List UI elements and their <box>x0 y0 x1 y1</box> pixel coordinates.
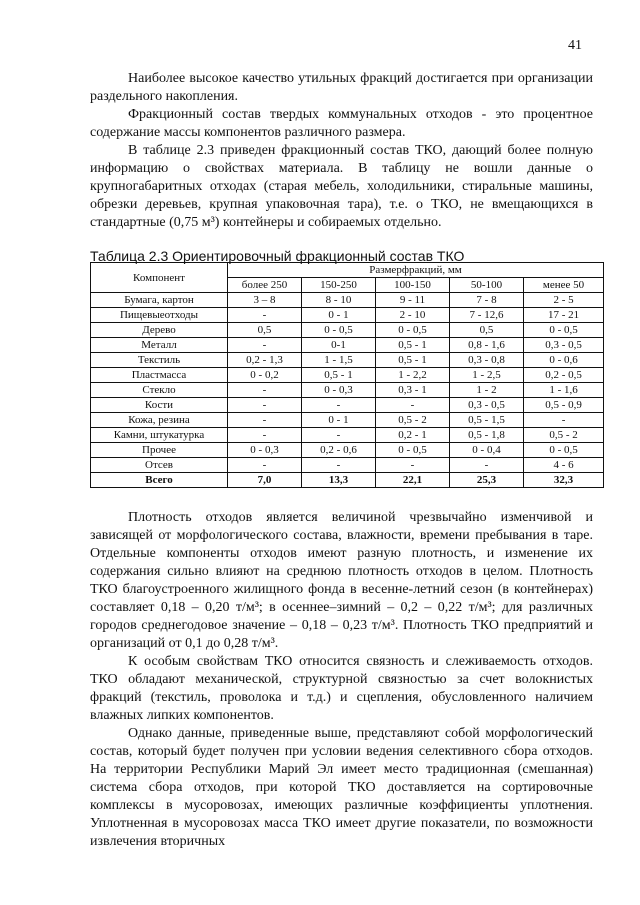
table-row <box>91 323 604 338</box>
value-cell: - <box>524 413 604 428</box>
value-cell: 7 - 12,6 <box>450 308 524 323</box>
value-cell: 25,3 <box>450 473 524 488</box>
value-cell: 8 - 10 <box>302 293 376 308</box>
top-text-block <box>90 70 593 232</box>
value-cell: 3 – 8 <box>228 293 302 308</box>
value-cell: 4 - 6 <box>524 458 604 473</box>
value-cell: 32,3 <box>524 473 604 488</box>
value-cell: 0,5 - 1 <box>376 353 450 368</box>
value-cell: 13,3 <box>302 473 376 488</box>
value-cell: 1 - 2,2 <box>376 368 450 383</box>
header-fraction-size: Размерфракций, мм <box>228 263 604 278</box>
header-col: 150-250 <box>302 278 376 293</box>
value-cell: 0,5 - 0,9 <box>524 398 604 413</box>
value-cell: - <box>228 413 302 428</box>
value-cell: 7,0 <box>228 473 302 488</box>
table-row <box>91 293 604 308</box>
table-row <box>91 428 604 443</box>
component-name-cell: Отсев <box>91 458 228 473</box>
header-col: менее 50 <box>524 278 604 293</box>
value-cell: 0,3 - 0,5 <box>524 338 604 353</box>
table-row <box>91 443 604 458</box>
header-col: более 250 <box>228 278 302 293</box>
fraction-table <box>90 262 603 488</box>
value-cell: 0,5 - 1,8 <box>450 428 524 443</box>
value-cell: - <box>228 338 302 353</box>
value-cell: 0,5 <box>228 323 302 338</box>
component-name-cell: Дерево <box>91 323 228 338</box>
value-cell: 2 - 10 <box>376 308 450 323</box>
table-row <box>91 338 604 353</box>
paragraph: Плотность отходов является величиной чрезвычайно изменчивой и зависящей от морфологического состава, влажности, времени пребывания в таре. Отдельные компоненты отходов имеют разную плотность, и изменение их содержания сильно влияют на среднюю плотность отходов в целом. Плотность ТКО благоустроенного жилищного фонда в весенне-летний сезон (в контейнерах) составляет 0,18 – 0,20 т/м³; в осеннее–зимний – 0,2 – 0,22 т/м³; для различных городов среднегодовое значение – 0,18 – 0,23 т/м³. Плотность ТКО предприятий и организаций от 0,1 до 0,28 т/м³. <box>90 510 593 651</box>
value-cell: 1 - 2,5 <box>450 368 524 383</box>
value-cell: - <box>302 398 376 413</box>
value-cell: 22,1 <box>376 473 450 488</box>
value-cell: 0,5 - 1 <box>376 338 450 353</box>
component-name-cell: Кости <box>91 398 228 413</box>
paragraph: Однако данные, приведенные выше, представляют собой морфологический состав, который будет получен при условии ведения селективного сбора отходов. На территории Республики Марий Эл имеет место традиционная (смешанная) система сбора отходов, при которой ТКО доставляется на сортировочные комплексы в мусоровозах, имеющих различные коэффициенты уплотнения. Уплотненная в мусоровозах масса ТКО имеет другие показатели, по возможности извлечения вторичных <box>90 726 593 849</box>
table-row <box>91 383 604 398</box>
value-cell: 0 - 1 <box>302 413 376 428</box>
value-cell: 0-1 <box>302 338 376 353</box>
value-cell: 0,2 - 0,6 <box>302 443 376 458</box>
value-cell: 0,5 <box>450 323 524 338</box>
value-cell: 0,5 - 2 <box>524 428 604 443</box>
value-cell: - <box>302 428 376 443</box>
table-row <box>91 458 604 473</box>
paragraph: К особым свойствам ТКО относится связность и слеживаемость отходов. ТКО обладают механической, структурной связностью за счет волокнистых фракций (текстиль, проволока и т.д.) и сцепления, обусловленного наличием влажных липких компонентов. <box>90 654 593 723</box>
value-cell: 1 - 1,6 <box>524 383 604 398</box>
component-name-cell: Пищевыеотходы <box>91 308 228 323</box>
component-name-cell: Кожа, резина <box>91 413 228 428</box>
bottom-text-block <box>90 509 593 851</box>
component-name-cell: Стекло <box>91 383 228 398</box>
value-cell: 0 - 0,2 <box>228 368 302 383</box>
value-cell: 1 - 1,5 <box>302 353 376 368</box>
value-cell: - <box>376 398 450 413</box>
value-cell: 17 - 21 <box>524 308 604 323</box>
value-cell: 0 - 1 <box>302 308 376 323</box>
value-cell: 0,2 - 1 <box>376 428 450 443</box>
value-cell: 0 - 0,3 <box>228 443 302 458</box>
value-cell: 1 - 2 <box>450 383 524 398</box>
component-name-cell: Прочее <box>91 443 228 458</box>
value-cell: 9 - 11 <box>376 293 450 308</box>
value-cell: 0 - 0,5 <box>524 323 604 338</box>
value-cell: - <box>228 458 302 473</box>
value-cell: 0,5 - 2 <box>376 413 450 428</box>
value-cell: - <box>228 308 302 323</box>
value-cell: - <box>228 398 302 413</box>
value-cell: - <box>228 428 302 443</box>
table-total-row <box>91 473 604 488</box>
component-name-cell: Всего <box>91 473 228 488</box>
value-cell: 2 - 5 <box>524 293 604 308</box>
value-cell: - <box>450 458 524 473</box>
table-caption: Таблица 2.3 Ориентировочный фракционный состав ТКО <box>90 248 465 264</box>
value-cell: 0 - 0,5 <box>302 323 376 338</box>
value-cell: 0,3 - 0,8 <box>450 353 524 368</box>
component-name-cell: Пластмасса <box>91 368 228 383</box>
value-cell: 0,2 - 0,5 <box>524 368 604 383</box>
header-component: Компонент <box>91 263 228 293</box>
page-number: 41 <box>568 38 582 53</box>
table-row <box>91 308 604 323</box>
value-cell: 0,5 - 1,5 <box>450 413 524 428</box>
component-name-cell: Текстиль <box>91 353 228 368</box>
component-name-cell: Камни, штукатурка <box>91 428 228 443</box>
value-cell: - <box>228 383 302 398</box>
value-cell: 0,3 - 1 <box>376 383 450 398</box>
table-row <box>91 413 604 428</box>
table-row <box>91 398 604 413</box>
component-name-cell: Металл <box>91 338 228 353</box>
paragraph: Фракционный состав твердых коммунальных отходов - это процентное содержание массы компонентов различного размера. <box>90 107 593 140</box>
header-col: 50-100 <box>450 278 524 293</box>
value-cell: 0 - 0,5 <box>524 443 604 458</box>
table-row <box>91 353 604 368</box>
value-cell: - <box>302 458 376 473</box>
value-cell: 0,8 - 1,6 <box>450 338 524 353</box>
value-cell: 0 - 0,5 <box>376 443 450 458</box>
table-row <box>91 368 604 383</box>
value-cell: 0,5 - 1 <box>302 368 376 383</box>
value-cell: 0,3 - 0,5 <box>450 398 524 413</box>
header-col: 100-150 <box>376 278 450 293</box>
value-cell: 0 - 0,3 <box>302 383 376 398</box>
value-cell: 0 - 0,5 <box>376 323 450 338</box>
value-cell: 0 - 0,4 <box>450 443 524 458</box>
paragraph: Наиболее высокое качество утильных фракций достигается при организации раздельного накопления. <box>90 71 593 104</box>
value-cell: 0 - 0,6 <box>524 353 604 368</box>
component-name-cell: Бумага, картон <box>91 293 228 308</box>
value-cell: 7 - 8 <box>450 293 524 308</box>
paragraph: В таблице 2.3 приведен фракционный состав ТКО, дающий более полную информацию о свойствах материала. В таблицу не вошли данные о крупногабаритных отходах (старая мебель, холодильники, стиральные машины, обрезки деревьев, крупная упаковочная тара), т.е. о ТКО, не вмещающихся в стандартные (0,75 м³) контейнеры и собираемых отдельно. <box>90 143 593 230</box>
value-cell: - <box>376 458 450 473</box>
value-cell: 0,2 - 1,3 <box>228 353 302 368</box>
